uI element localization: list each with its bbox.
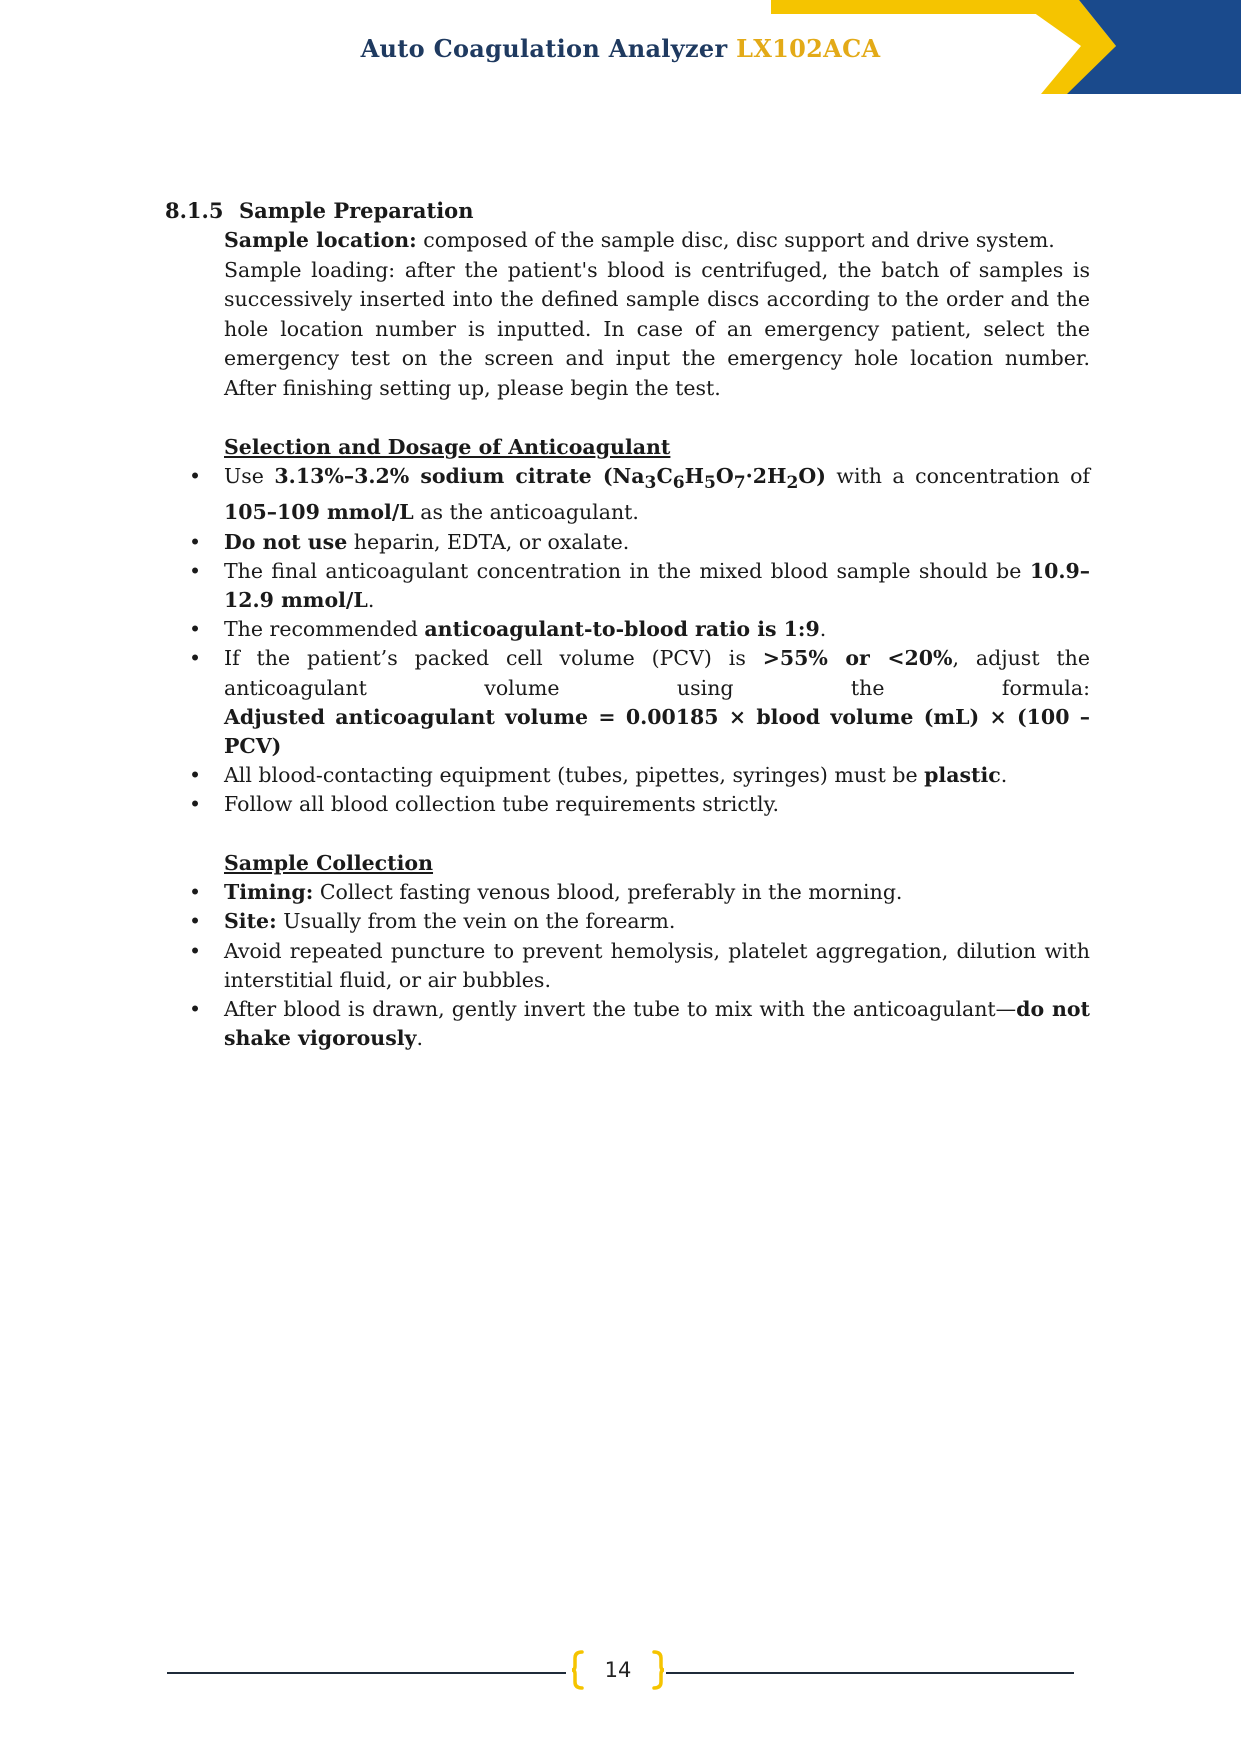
text: All blood-contacting equipment (tubes, pipettes, syringes) must be xyxy=(224,763,925,788)
list-item xyxy=(224,937,1090,995)
text: O) xyxy=(798,464,826,489)
pcv-text xyxy=(224,644,1090,702)
text: C xyxy=(656,464,673,489)
text: Use xyxy=(224,464,275,489)
bold-text: Do not use xyxy=(224,529,348,554)
text: , adjust the anticoagulant volume using the formula: xyxy=(224,646,1090,700)
text: 3.13%–3.2% sodium citrate (Na xyxy=(274,464,645,489)
page-number: 14 xyxy=(604,1658,632,1682)
text: as the anticoagulant. xyxy=(413,500,639,525)
anticoagulant-heading: Selection and Dosage of Anticoagulant xyxy=(224,434,671,459)
subscript: 6 xyxy=(672,473,685,494)
subscript: 3 xyxy=(644,473,657,494)
bold-text: Site: xyxy=(224,909,277,934)
section-title: Sample Preparation xyxy=(239,198,474,223)
header-title-model: LX102ACA xyxy=(736,34,881,63)
header-title xyxy=(0,34,1241,63)
text: Avoid repeated puncture to prevent hemolysis, platelet aggregation, dilution with interstitial fluid, or air bubbles. xyxy=(224,938,1090,992)
left-bracket-icon xyxy=(570,1650,584,1690)
subscript: 5 xyxy=(704,473,716,494)
text: . xyxy=(367,588,375,613)
list-item xyxy=(224,462,1090,528)
text: heparin, EDTA, or oxalate. xyxy=(347,529,630,554)
text: Follow all blood collection tube requirements strictly. xyxy=(224,792,779,817)
subscript: 2 xyxy=(786,473,799,494)
text: Collect fasting venous blood, preferably in the morning. xyxy=(313,880,903,905)
list-item xyxy=(224,878,1090,907)
text: . xyxy=(819,617,827,642)
footer-rule-right xyxy=(666,1672,1074,1674)
page-content xyxy=(165,196,1090,1054)
right-bracket-icon xyxy=(652,1650,666,1690)
list-item xyxy=(224,907,1090,936)
section-heading xyxy=(165,196,1090,226)
text: If the patient’s packed cell volume (PCV) is xyxy=(224,646,763,671)
formula-text: Adjusted anticoagulant volume = 0.00185 × blood volume (mL) × (100 – PCV) xyxy=(224,704,1090,759)
header-title-main: Auto Coagulation Analyzer xyxy=(360,34,728,63)
footer-rule-left xyxy=(167,1672,566,1674)
page-footer xyxy=(0,1650,1241,1694)
anticoagulant-list xyxy=(165,462,1090,820)
text: with a concentration of xyxy=(825,464,1090,489)
bold-text: anticoagulant-to-blood ratio is 1:9 xyxy=(424,617,820,642)
sample-loading-paragraph: Sample loading: after the patient's blood is centrifuged, the batch of samples is successively inserted into the defined sample discs according to the order and the hole location number is inputted. In case of an emergency patient, select the emergency test on the screen and input the emergency hole location number. After finishing setting up, please begin the test. xyxy=(224,257,1090,400)
text: The final anticoagulant concentration in the mixed blood sample should be xyxy=(224,558,1030,583)
text: After blood is drawn, gently invert the tube to mix with the anticoagulant— xyxy=(224,997,1017,1022)
collection-list xyxy=(165,878,1090,1053)
bold-text: Timing: xyxy=(224,880,314,905)
bold-text: >55% or <20% xyxy=(762,646,953,671)
text: . xyxy=(1000,763,1008,788)
concentration-value: 105–109 mmol/L xyxy=(224,500,414,525)
sample-collection-heading: Sample Collection xyxy=(224,850,434,875)
formula xyxy=(224,703,1090,761)
text: The recommended xyxy=(224,617,425,642)
bold-text: 10.9–12.9 mmol/L xyxy=(224,558,1090,613)
section-number: 8.1.5 xyxy=(165,198,224,223)
list-item xyxy=(224,557,1090,615)
list-item xyxy=(224,761,1090,790)
list-item xyxy=(224,790,1090,819)
sample-location-text: composed of the sample disc, disc support and drive system. xyxy=(416,228,1055,252)
sample-location-label: Sample location: xyxy=(224,228,417,252)
list-item xyxy=(224,644,1090,761)
bold-text: plastic xyxy=(924,763,1001,788)
subscript: 7 xyxy=(733,473,746,494)
citrate-formula xyxy=(274,464,826,494)
text: H xyxy=(684,464,705,489)
list-item xyxy=(224,528,1090,557)
text: O xyxy=(715,464,734,489)
text: ·2H xyxy=(745,464,787,489)
text: . xyxy=(416,1026,423,1051)
list-item xyxy=(224,995,1090,1053)
list-item xyxy=(224,615,1090,644)
sample-location-paragraph xyxy=(224,226,1090,256)
bold-text: do not shake vigorously xyxy=(224,997,1090,1051)
text: Usually from the vein on the forearm. xyxy=(276,909,676,934)
